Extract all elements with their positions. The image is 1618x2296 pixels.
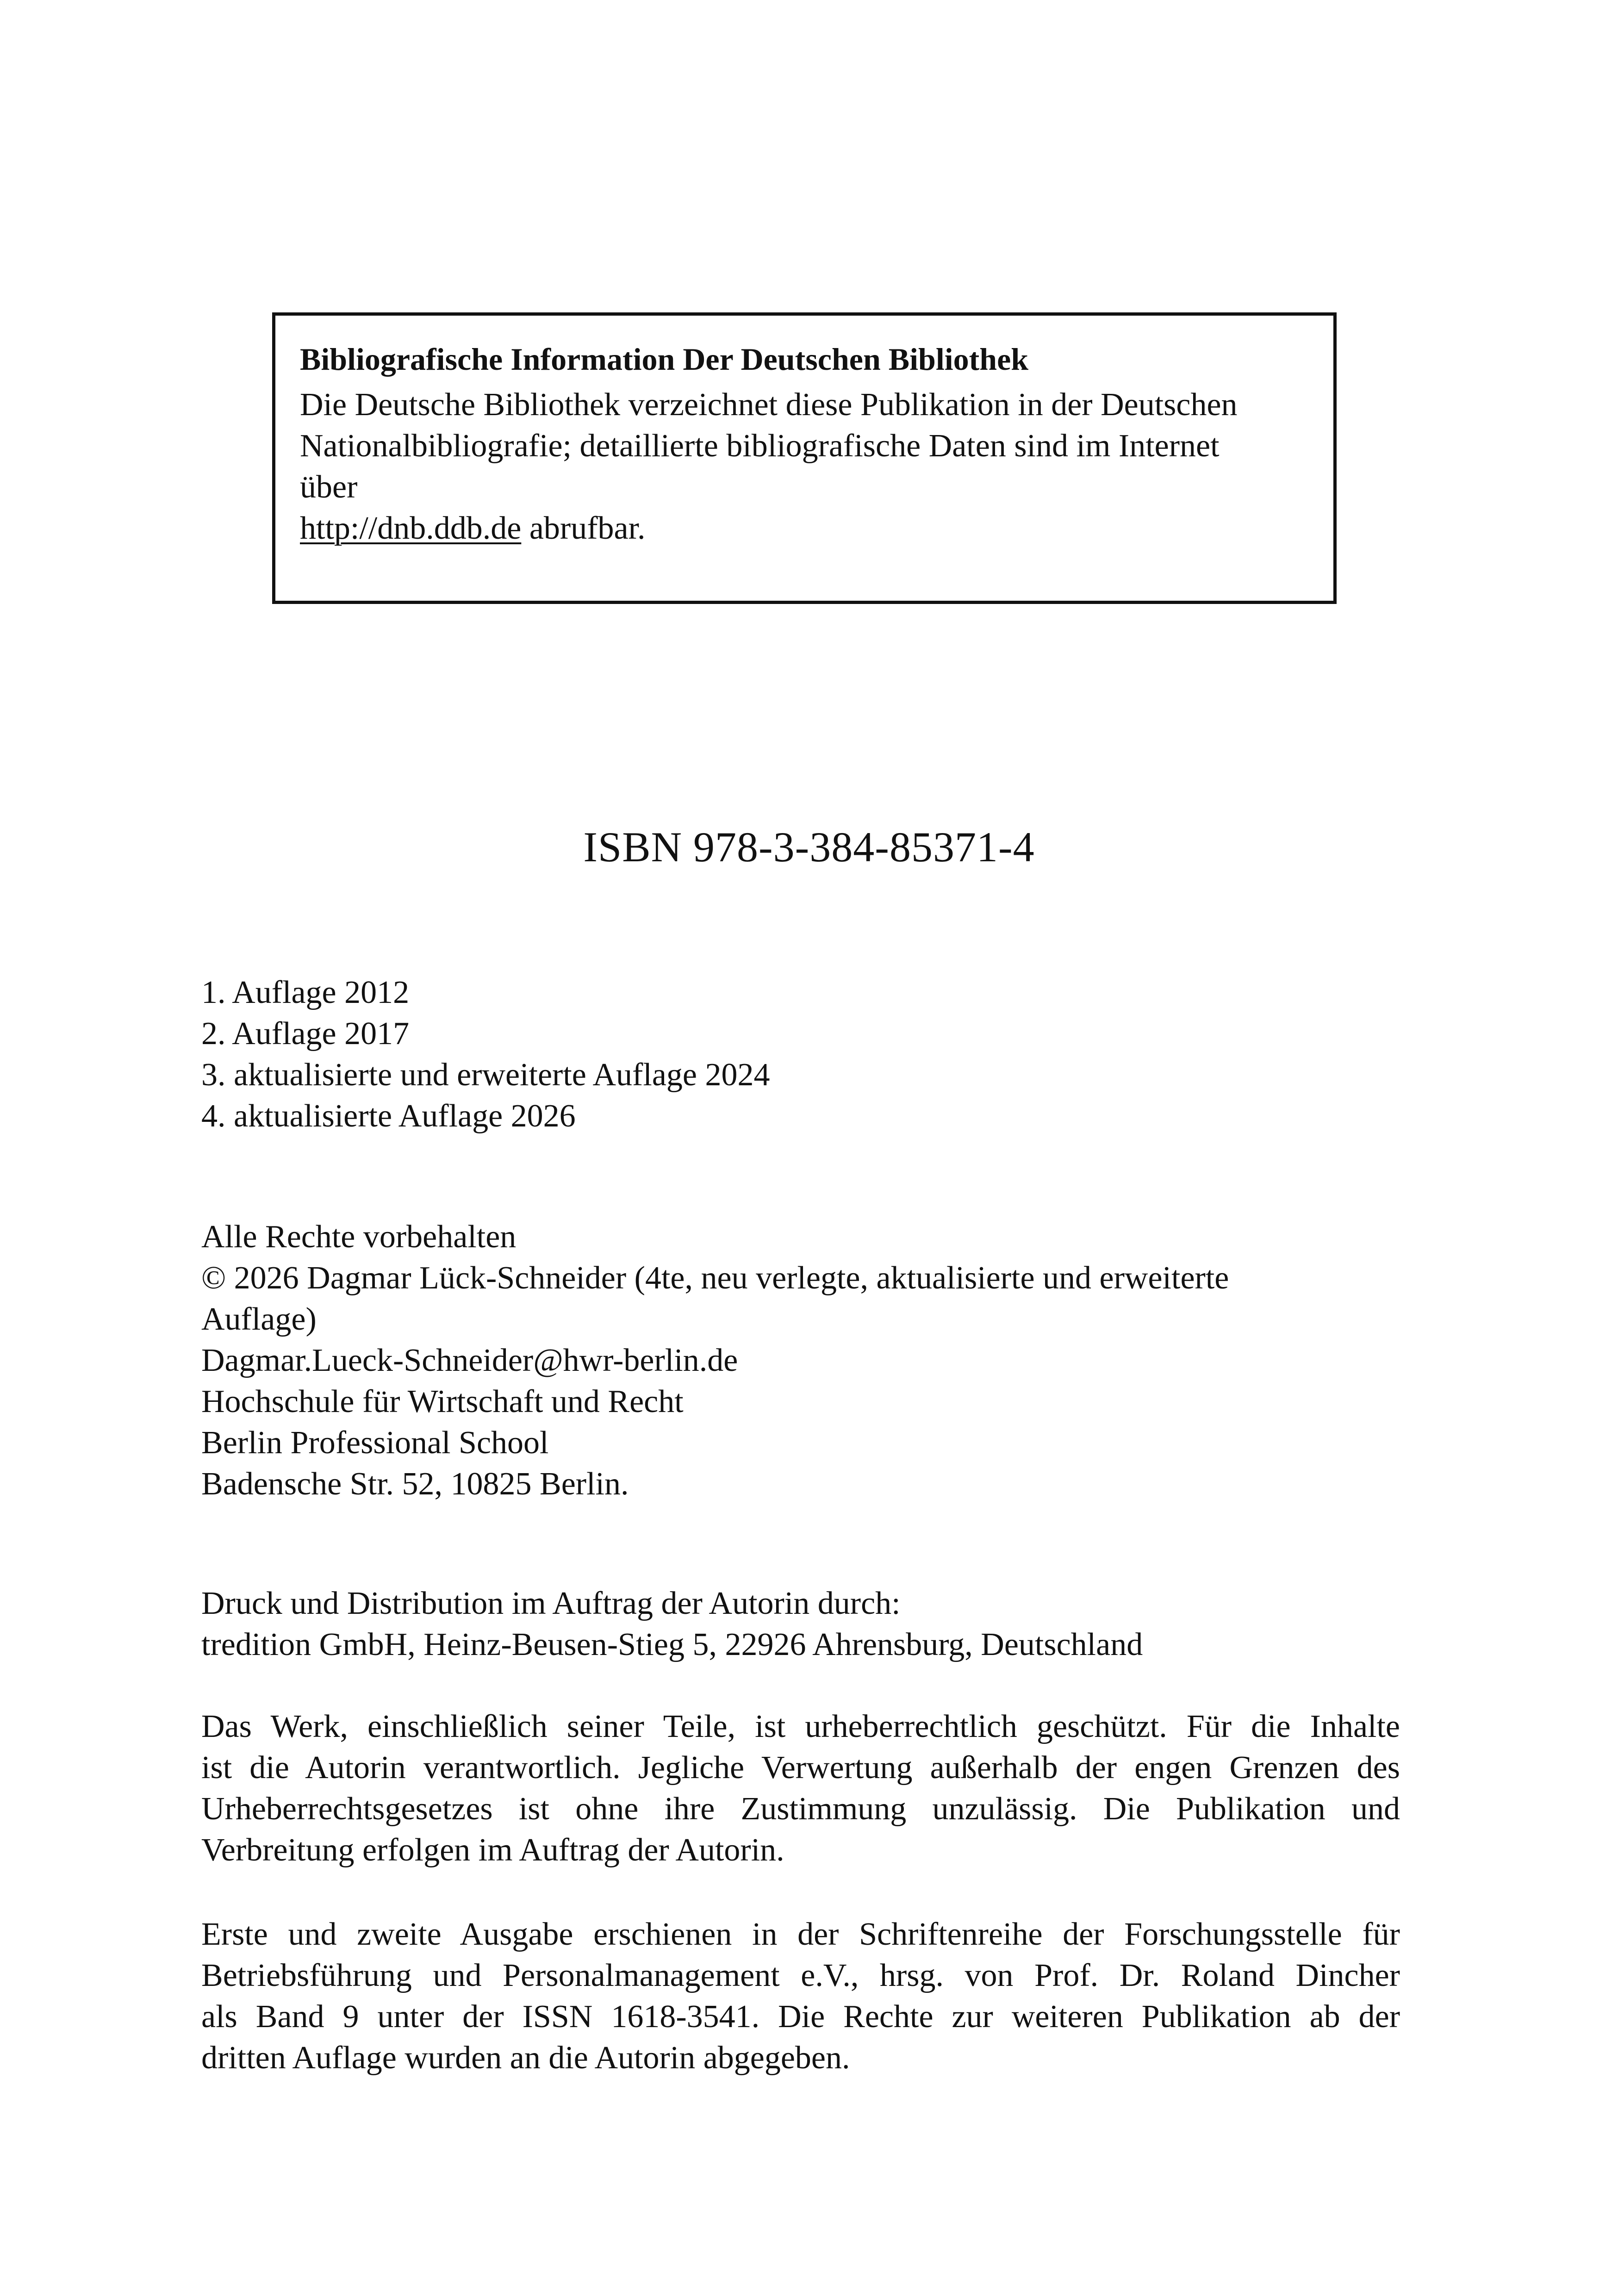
edition-entry: 1. Auflage 2012 [201, 975, 410, 1010]
series-line: dritten Auflage wurden an die Autorin abgegeben. [201, 2040, 850, 2076]
rights-line: Hochschule für Wirtschaft und Recht [201, 1384, 684, 1419]
editions-list [201, 972, 770, 1137]
bibliographic-info-line: Nationalbibliografie; detaillierte bibliografische Daten sind im Internet [300, 428, 1220, 464]
copyright-line: Urheberrechtsgesetzes ist ohne ihre Zustimmung unzulässig. Die Publikation und [201, 1791, 1400, 1827]
bibliographic-info-line: Die Deutsche Bibliothek verzeichnet diese Publikation in der Deutschen [300, 387, 1238, 423]
series-line: Betriebsführung und Personalmanagement e.V., hrsg. von Prof. Dr. Roland Dincher [201, 1958, 1400, 1993]
copyright-line: Verbreitung erfolgen im Auftrag der Autorin. [201, 1832, 784, 1868]
series-line: als Band 9 unter der ISSN 1618-3541. Die Rechte zur weiteren Publikation ab der [201, 1999, 1400, 2035]
author-email: Dagmar.Lueck-Schneider@hwr-berlin.de [201, 1343, 738, 1378]
rights-block [201, 1216, 1229, 1505]
dnb-link-suffix: abrufbar. [521, 510, 646, 546]
bibliographic-info-line: über [300, 469, 358, 505]
bibliographic-info-text [300, 384, 1333, 549]
edition-entry: 4. aktualisierte Auflage 2026 [201, 1098, 576, 1134]
dnb-link[interactable]: http://dnb.ddb.de [300, 510, 522, 546]
rights-line: Berlin Professional School [201, 1425, 549, 1461]
bibliographic-info-title: Bibliografische Information Der Deutschen Bibliothek [300, 342, 1029, 377]
bibliographic-info-link-line [300, 508, 1333, 549]
print-distribution-block [201, 1583, 1143, 1665]
copyright-line: ist die Autorin verantwortlich. Jegliche Verwertung außerhalb der engen Grenzen des [201, 1750, 1400, 1786]
edition-entry: 3. aktualisierte und erweiterte Auflage 2024 [201, 1057, 770, 1093]
rights-line: © 2026 Dagmar Lück-Schneider (4te, neu verlegte, aktualisierte und erweiterte [201, 1260, 1229, 1296]
print-line: tredition GmbH, Heinz-Beusen-Stieg 5, 22926 Ahrensburg, Deutschland [201, 1627, 1143, 1662]
bibliographic-info-box [272, 312, 1337, 604]
rights-line: Alle Rechte vorbehalten [201, 1219, 517, 1255]
copyright-notice [201, 1706, 1400, 1871]
series-notice [201, 1914, 1400, 2078]
edition-entry: 2. Auflage 2017 [201, 1016, 410, 1052]
copyright-line: Das Werk, einschließlich seiner Teile, ist urheberrechtlich geschützt. Für die Inhalte [201, 1709, 1400, 1744]
rights-line: Badensche Str. 52, 10825 Berlin. [201, 1466, 629, 1502]
rights-line: Auflage) [201, 1301, 317, 1337]
print-line: Druck und Distribution im Auftrag der Autorin durch: [201, 1586, 901, 1621]
series-line: Erste und zweite Ausgabe erschienen in der Schriftenreihe der Forschungsstelle für [201, 1916, 1400, 1952]
isbn-number: ISBN 978-3-384-85371-4 [583, 823, 1035, 871]
